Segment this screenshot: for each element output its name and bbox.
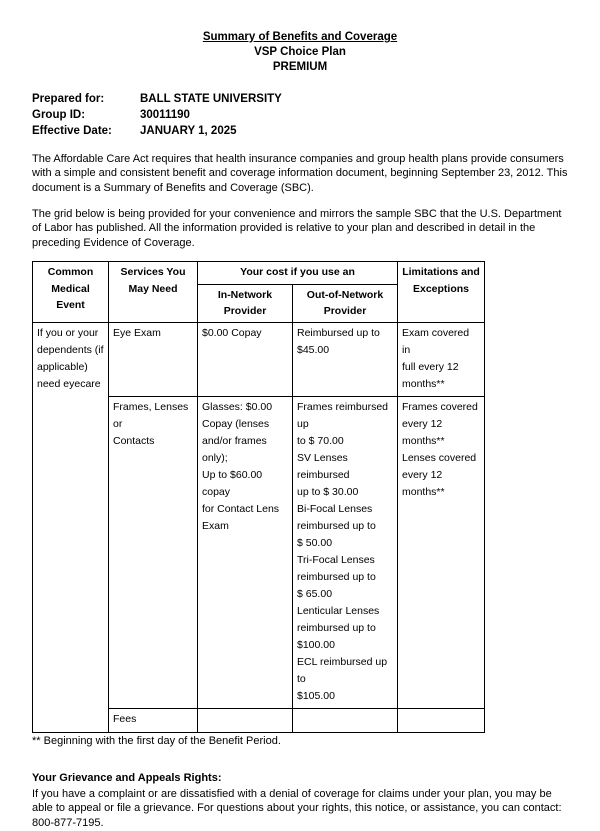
grievance-body: If you have a complaint or are dissatisfied with a denial of coverage for claims under your plan, you may be able to appeal or file a grievance. For questions about your rights, this notice, or assistance, you can contact: 800-877-7195. bbox=[32, 787, 562, 829]
cell-out-network-1: Frames reimbursed up to $ 70.00 SV Lenses reimbursed up to $ 30.00 Bi-Focal Lenses reimbursed up to $ 50.00 Tri-Focal Lenses reimbursed up to $ 65.00 Lenticular Lenses reimbursed up to $100.00 ECL reimbursed up to $105.00 bbox=[293, 397, 398, 709]
group-id-label: Group ID: bbox=[32, 108, 86, 121]
table-row bbox=[33, 323, 485, 397]
cell-limitations-0: Exam covered in full every 12 months** bbox=[398, 323, 485, 397]
info-row-prepared-for bbox=[32, 92, 282, 108]
cell-out-network-0: Reimbursed up to $45.00 bbox=[293, 323, 398, 397]
cell-in-network-0: $0.00 Copay bbox=[198, 323, 293, 397]
cell-out-network-2 bbox=[293, 709, 398, 733]
cell-in-network-1: Glasses: $0.00 Copay (lenses and/or frames only); Up to $60.00 copay for Contact Lens Exam bbox=[198, 397, 293, 709]
effective-date-value: JANUARY 1, 2025 bbox=[140, 124, 237, 137]
document-content bbox=[32, 30, 568, 831]
grievance-title: Your Grievance and Appeals Rights: bbox=[32, 772, 222, 785]
header-out-of-network-provider: Out-of-Network Provider bbox=[293, 284, 398, 323]
cell-service-1: Frames, Lenses or Contacts bbox=[109, 397, 198, 709]
plan-name: VSP Choice Plan bbox=[254, 45, 346, 58]
plan-tier: PREMIUM bbox=[272, 60, 328, 73]
cell-limitations-2 bbox=[398, 709, 485, 733]
cell-service-2: Fees bbox=[109, 709, 198, 733]
grid-header-row-1 bbox=[33, 262, 485, 284]
cell-in-network-2 bbox=[198, 709, 293, 733]
cell-common-medical-event: If you or your dependents (if applicable) need eyecare bbox=[33, 323, 109, 733]
grid-note-paragraph: The grid below is being provided for your convenience and mirrors the sample SBC that the U.S. Department of Labor has published. All the information provided is relative to your plan and described in detail in the preceding Evidence of Coverage. bbox=[32, 207, 562, 249]
group-id-value: 30011190 bbox=[140, 108, 190, 121]
effective-date-label: Effective Date: bbox=[32, 124, 112, 137]
aca-paragraph: The Affordable Care Act requires that health insurance companies and group health plans provide consumers with a simple and consistent benefit and coverage information document, beginning September 23, 2012. This document is a Summary of Benefits and Coverage (SBC). bbox=[32, 152, 568, 194]
cell-limitations-1: Frames covered every 12 months** Lenses covered every 12 months** bbox=[398, 397, 485, 709]
header-common-medical-event: Common Medical Event bbox=[33, 262, 109, 323]
benefits-grid bbox=[32, 261, 485, 733]
title-block bbox=[32, 30, 568, 75]
cell-service-0: Eye Exam bbox=[109, 323, 198, 397]
grievance-section bbox=[32, 771, 568, 831]
prepared-for-label: Prepared for: bbox=[32, 92, 105, 105]
header-in-network-provider: In-Network Provider bbox=[198, 284, 293, 323]
page-title: Summary of Benefits and Coverage bbox=[202, 31, 398, 43]
header-services-you-may-need: Services You May Need bbox=[109, 262, 198, 323]
footnote-benefit-period: ** Beginning with the first day of the Benefit Period. bbox=[32, 735, 281, 748]
header-your-cost-span: Your cost if you use an bbox=[198, 262, 398, 284]
info-row-effective-date bbox=[32, 124, 282, 140]
header-limitations-and-exceptions: Limitations and Exceptions bbox=[398, 262, 485, 323]
plan-info-table bbox=[32, 92, 282, 140]
info-row-group-id bbox=[32, 108, 282, 124]
prepared-for-value: BALL STATE UNIVERSITY bbox=[140, 92, 282, 105]
